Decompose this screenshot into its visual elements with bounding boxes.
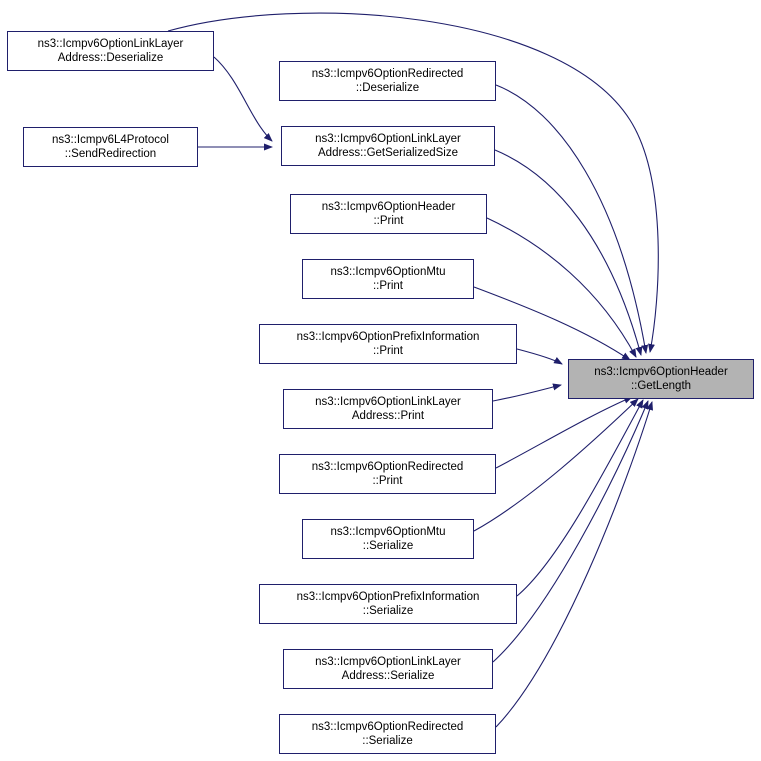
node-icmpv6optionlinklayeraddress-deserialize[interactable] (7, 31, 214, 71)
node-label-line1: ns3::Icmpv6OptionMtu (330, 266, 446, 278)
node-icmpv6optionredirected-print[interactable] (279, 454, 496, 494)
node-icmpv6optionprefixinformation-print[interactable] (259, 324, 517, 364)
node-label-line1: ns3::Icmpv6OptionLinkLayer (315, 133, 461, 145)
edge-n13-target (496, 402, 652, 727)
node-label-line2: ::Print (372, 345, 404, 357)
edge-n1-n4 (214, 57, 272, 141)
node-label-line1: ns3::Icmpv6OptionLinkLayer (315, 656, 461, 668)
node-label-line2: Address::GetSerializedSize (318, 147, 458, 159)
node-label-line2: Address::Deserialize (57, 52, 164, 64)
node-label-line1: ns3::Icmpv6OptionHeader (321, 201, 456, 213)
node-icmpv6optionmtu-serialize[interactable] (302, 519, 474, 559)
node-label-line2: ::Serialize (362, 540, 414, 552)
edge-n9-target (496, 397, 632, 468)
node-label-line1: ns3::Icmpv6OptionPrefixInformation (296, 591, 480, 603)
node-label-line1: ns3::Icmpv6OptionMtu (330, 526, 446, 538)
node-label-line1: ns3::Icmpv6OptionLinkLayer (315, 396, 461, 408)
node-icmpv6optionlinklayeraddress-serialize[interactable] (283, 649, 493, 689)
node-icmpv6optionheader-print[interactable] (290, 194, 487, 234)
edge-n11-target (517, 400, 643, 596)
edge-n8-target (493, 385, 561, 401)
node-label-line2: ::GetLength (630, 380, 692, 392)
node-label-line2: ::Print (373, 215, 404, 227)
node-label-line2: ::Print (372, 475, 403, 487)
node-icmpv6optionredirected-deserialize[interactable] (279, 61, 496, 101)
edge-n7-target (517, 349, 562, 364)
node-label-line2: ::Serialize (362, 605, 414, 617)
node-icmpv6l4protocol-sendredirection[interactable] (23, 127, 198, 167)
node-icmpv6optionlinklayeraddress-getserializedsize[interactable] (281, 126, 495, 166)
node-icmpv6optionprefixinformation-serialize[interactable] (259, 584, 517, 624)
node-label-line2: Address::Print (351, 410, 425, 422)
node-label-line2: Address::Serialize (341, 670, 435, 682)
edge-n10-target (474, 399, 638, 531)
node-label-line1: ns3::Icmpv6OptionPrefixInformation (296, 331, 480, 343)
node-label-line2: ::Serialize (362, 735, 413, 747)
node-label-line1: ns3::Icmpv6OptionRedirected (311, 721, 464, 733)
node-icmpv6optionheader-getlength-target[interactable] (568, 359, 754, 399)
node-icmpv6optionredirected-serialize[interactable] (279, 714, 496, 754)
node-label-line1: ns3::Icmpv6L4Protocol (52, 134, 169, 146)
node-label-line1: ns3::Icmpv6OptionRedirected (311, 68, 464, 80)
node-label-line1: ns3::Icmpv6OptionRedirected (311, 461, 464, 473)
edge-n2-target (496, 85, 646, 353)
node-label-line1: ns3::Icmpv6OptionLinkLayer (37, 38, 184, 50)
node-icmpv6optionmtu-print[interactable] (302, 259, 474, 299)
node-label-line2: ::Print (372, 280, 404, 292)
node-icmpv6optionlinklayeraddress-print[interactable] (283, 389, 493, 429)
node-label-line2: ::Deserialize (355, 82, 420, 94)
node-label-line2: ::SendRedirection (64, 148, 157, 160)
node-label-line1: ns3::Icmpv6OptionHeader (594, 366, 728, 378)
